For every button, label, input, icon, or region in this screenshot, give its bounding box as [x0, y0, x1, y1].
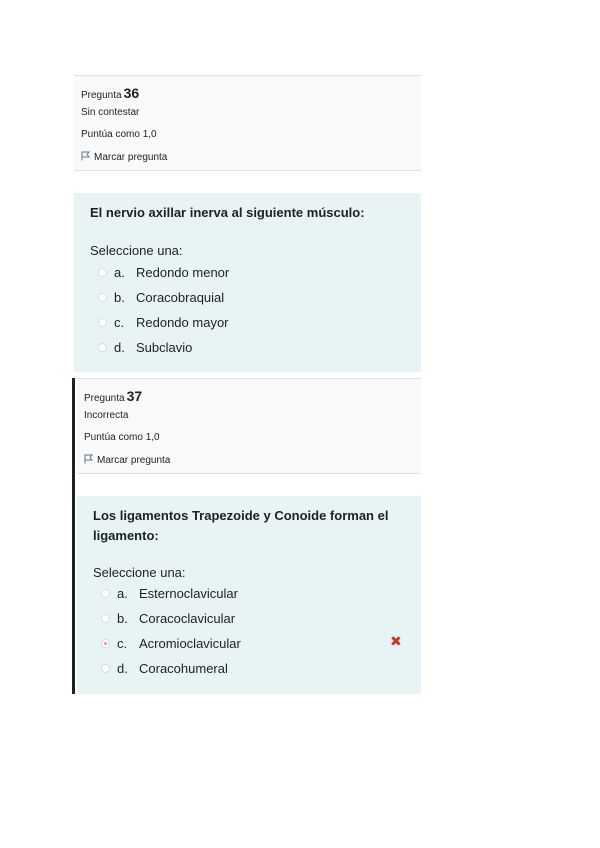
question-number: Pregunta 37 — [84, 388, 143, 404]
question-status: Sin contestar — [81, 107, 140, 118]
option-letter: c. — [117, 636, 128, 651]
question-37-info — [77, 378, 421, 474]
question-36-content — [74, 193, 421, 372]
option-text: Subclavio — [136, 340, 193, 355]
cross-icon: ✖ — [390, 633, 402, 649]
flag-icon — [84, 454, 94, 464]
question-score: Puntúa como 1,0 — [81, 129, 157, 140]
option-letter: c. — [114, 315, 125, 330]
radio-button-selected[interactable] — [101, 639, 110, 648]
radio-button[interactable] — [101, 589, 110, 598]
option-letter: b. — [117, 611, 128, 626]
option-text: Redondo mayor — [136, 315, 229, 330]
question-number: Pregunta 36 — [81, 85, 140, 101]
question-status: Incorrecta — [84, 410, 129, 421]
option-letter: d. — [114, 340, 125, 355]
answer-prompt: Seleccione una: — [90, 243, 183, 258]
question-text: El nervio axillar inerva al siguiente músculo: — [90, 205, 365, 220]
option-letter: d. — [117, 661, 128, 676]
option-text: Esternoclavicular — [139, 586, 238, 601]
radio-button[interactable] — [98, 318, 107, 327]
option-text: Coracobraquial — [136, 290, 225, 305]
answer-prompt: Seleccione una: — [93, 565, 186, 580]
option-text: Acromioclavicular — [139, 636, 241, 651]
flag-question-link[interactable] — [84, 454, 170, 466]
option-letter: a. — [117, 586, 128, 601]
question-text: Los ligamentos Trapezoide y Conoide forman el ligamento: — [93, 508, 389, 543]
flag-icon — [81, 151, 91, 161]
radio-button[interactable] — [98, 268, 107, 277]
option-letter: b. — [114, 290, 125, 305]
flag-question-link[interactable] — [81, 151, 167, 163]
question-36-info — [74, 75, 421, 171]
flag-question-label: Marcar pregunta — [94, 152, 168, 163]
flag-question-label: Marcar pregunta — [97, 455, 171, 466]
question-score: Puntúa como 1,0 — [84, 432, 160, 443]
option-text: Redondo menor — [136, 265, 230, 280]
option-text: Coracohumeral — [139, 661, 228, 676]
option-letter: a. — [114, 265, 125, 280]
radio-button[interactable] — [101, 614, 110, 623]
radio-button[interactable] — [101, 664, 110, 673]
question-37-content — [77, 496, 421, 694]
radio-button[interactable] — [98, 343, 107, 352]
question-37-status-bar — [72, 378, 75, 694]
radio-button[interactable] — [98, 293, 107, 302]
option-text: Coracoclavicular — [139, 611, 236, 626]
